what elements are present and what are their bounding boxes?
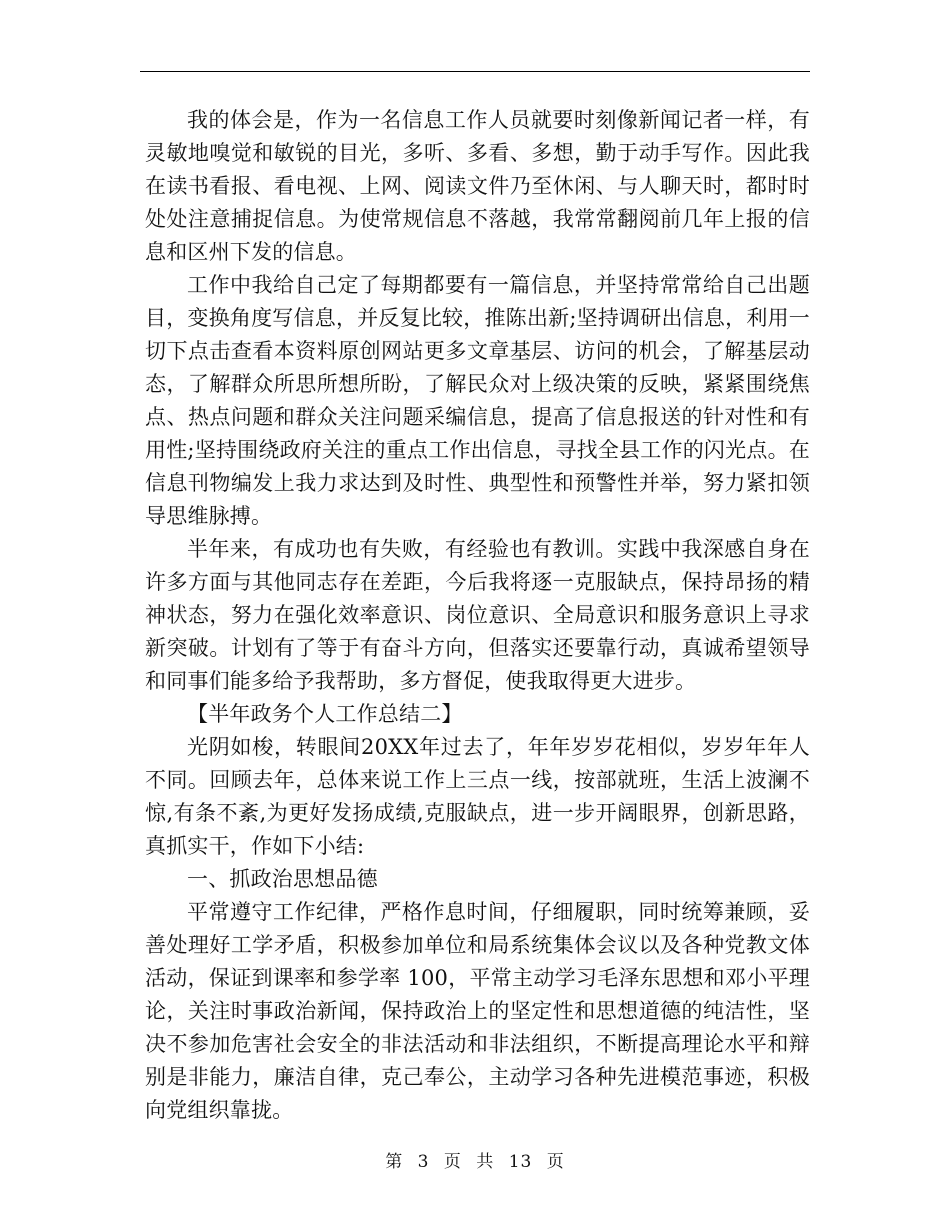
document-body [145, 104, 810, 1127]
section-title-summary-two: 【半年政务个人工作总结二】 [187, 702, 463, 726]
page-footer [0, 1150, 950, 1174]
footer-total-prefix: 共 [476, 1152, 495, 1172]
paragraph-half-year-review: 半年来，有成功也有失败，有经验也有教训。实践中我深感自身在许多方面与其他同志存在差距，今后我将逐一克服缺点，保持昂扬的精神状态，努力在强化效率意识、岗位意识、全局意识和服务意识上寻求新突破。计划有了等于有奋斗方向，但落实还要靠行动，真诚希望领导和同事们能多给予我帮助，多方督促，使我取得更大进步。 [145, 537, 810, 693]
footer-page-mid: 页 [443, 1152, 462, 1172]
paragraph-year-review: 光阴如梭，转眼间20XX年过去了，年年岁岁花相似，岁岁年年人不同。回顾去年，总体来说工作上三点一线，按部就班，生活上波澜不惊,有条不紊,为更好发扬成绩,克服缺点，进一步开阔眼界，创新思路，真抓实干，作如下小结: [145, 735, 810, 858]
paragraph-work-plan: 工作中我给自己定了每期都要有一篇信息，并坚持常常给自己出题目，变换角度写信息，并反复比较，推陈出新;坚持调研出信息，利用一切下点击查看本资料原创网站更多文章基层、访问的机会，了解基层动态，了解群众所思所想所盼，了解民众对上级决策的反映，紧紧围绕焦点、热点问题和群众关注问题采编信息，提高了信息报送的针对性和有用性;坚持围绕政府关注的重点工作出信息，寻找全县工作的闪光点。在信息刊物编发上我力求达到及时性、典型性和预警性并举，努力紧扣领导思维脉搏。 [145, 273, 810, 528]
section-heading-political: 一、抓政治思想品德 [187, 867, 378, 891]
paragraph-political-details: 平常遵守工作纪律，严格作息时间，仔细履职，同时统筹兼顾，妥善处理好工学矛盾，积极参加单位和局系统集体会议以及各种党教文体活动，保证到课率和参学率 100，平常主动学习毛泽东思想和邓小平理论，关注时事政治新闻，保持政治上的坚定性和思想道德的纯洁性，坚决不参加危害社会安全的非法活动和非法组织，不断提高理论水平和辩别是非能力，廉洁自律，克己奉公，主动学习各种先进模范事迹，积极向党组织靠拢。 [145, 900, 810, 1122]
footer-total-suffix: 页 [546, 1152, 565, 1172]
header-rule [140, 71, 810, 72]
footer-page-prefix: 第 [385, 1152, 404, 1172]
paragraph-experience: 我的体会是，作为一名信息工作人员就要时刻像新闻记者一样，有灵敏地嗅觉和敏锐的目光，多听、多看、多想，勤于动手写作。因此我在读书看报、看电视、上网、阅读文件乃至休闲、与人聊天时，都时时处处注意捕捉信息。为使常规信息不落越，我常常翻阅前几年上报的信息和区州下发的信息。 [145, 108, 810, 264]
footer-total-pages: 13 [508, 1152, 533, 1172]
footer-page-number: 3 [417, 1152, 430, 1172]
